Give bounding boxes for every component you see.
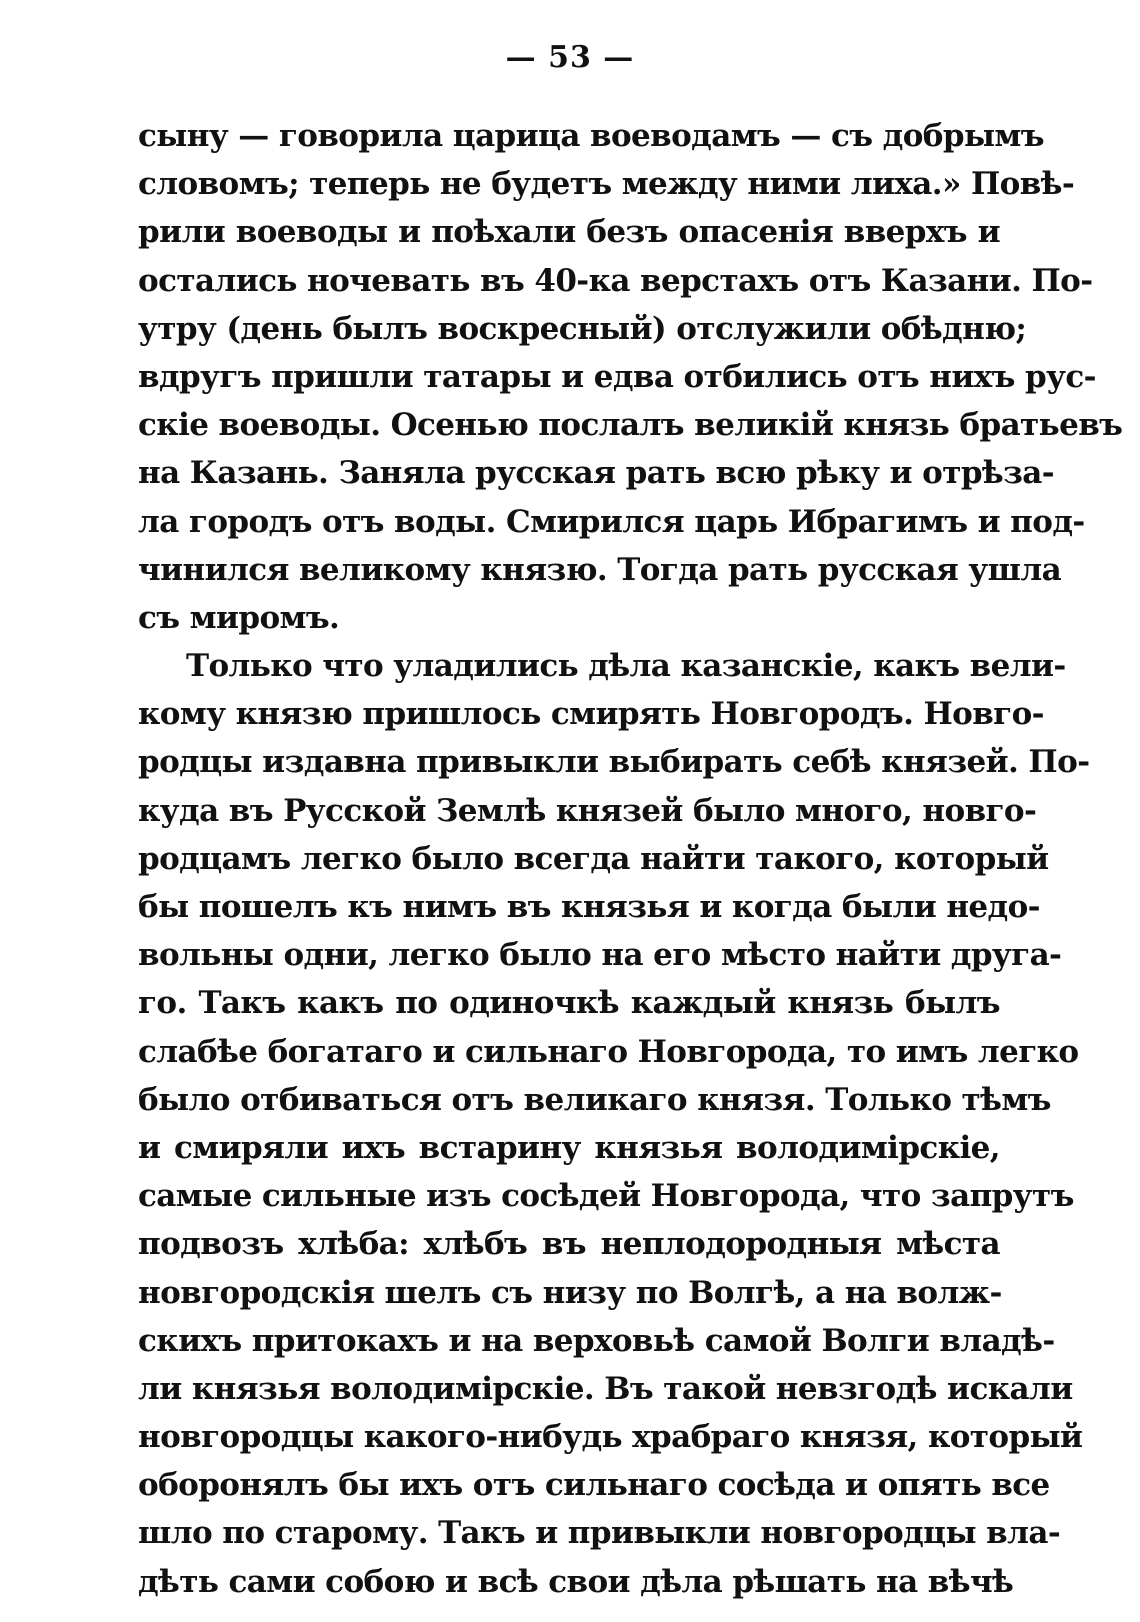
text-line: было отбиваться отъ великаго князя. Только тѣмъ: [138, 1081, 1051, 1118]
page-number: — 53 —: [505, 40, 635, 75]
text-line: родцы издавна привыкли выбирать себѣ князей. По-: [138, 744, 1090, 781]
text-line: вдругъ пришли татары и едва отбились отъ нихъ рус-: [138, 358, 1096, 395]
text-line: на Казань. Заняла русская рать всю рѣку и отрѣза-: [138, 455, 1055, 492]
text-line: чинился великому князю. Тогда рать русская ушла: [138, 551, 1062, 588]
text-line: шло по старому. Такъ и привыкли новгородцы вла-: [138, 1515, 1061, 1552]
text-line: сыну — говорила царица воеводамъ — съ добрымъ: [138, 118, 1044, 154]
text-line: родцамъ легко было всегда найти такого, который: [138, 840, 1049, 877]
text-line: кому князю пришлось смирять Новгородъ. Новго-: [138, 696, 1044, 733]
text-line: съ миромъ.: [138, 599, 340, 636]
text-line: рили воеводы и поѣхали безъ опасенія вверхъ и: [138, 214, 1000, 251]
text-line: слабѣе богатаго и сильнаго Новгорода, то имъ легко: [138, 1033, 1079, 1070]
text-line: новгородцы какого-нибудь храбраго князя, который: [138, 1419, 1083, 1456]
text-line: остались ночевать въ 40-ка верстахъ отъ Казани. По-: [138, 262, 1093, 299]
text-line: куда въ Русской Землѣ князей было много, новго-: [138, 792, 1037, 829]
text-line: словомъ; теперь не будетъ между ними лиха.» Повѣ-: [138, 166, 1075, 203]
text-line: ли князья володимірскіе. Въ такой невзгодѣ искали: [138, 1370, 1073, 1407]
text-line: дѣть сами собою и всѣ свои дѣла рѣшать на вѣчѣ: [138, 1563, 1014, 1600]
text-line: оборонялъ бы ихъ отъ сильнаго сосѣда и опять все: [138, 1467, 1050, 1504]
text-line: скихъ притокахъ и на верховьѣ самой Волги владѣ-: [138, 1322, 1055, 1359]
text-line: новгородскія шелъ съ низу по Волгѣ, а на волж-: [138, 1274, 1002, 1311]
text-line: утру (день былъ воскресный) отслужили обѣдню;: [138, 310, 1027, 347]
text-line: и смиряли ихъ встарину князья володимірскіе,: [138, 1129, 1000, 1166]
text-line: го. Такъ какъ по одиночкѣ каждый князь былъ: [138, 985, 1000, 1022]
text-line: самые сильные изъ сосѣдей Новгорода, что запрутъ: [138, 1178, 1074, 1215]
text-line: скіе воеводы. Осенью послалъ великій князь братьевъ: [138, 407, 1123, 444]
text-line: подвозъ хлѣба: хлѣбъ въ неплодородныя мѣста: [138, 1226, 1000, 1263]
text-line: ла городъ отъ воды. Смирился царь Ибрагимъ и под-: [138, 503, 1085, 540]
body-text: [138, 112, 1123, 1606]
text-line: вольны одни, легко было на его мѣсто найти друга-: [138, 937, 1062, 974]
text-line: бы пошелъ къ нимъ въ князья и когда были недо-: [138, 889, 1040, 925]
paragraph-start-line: Только что уладились дѣла казанскіе, какъ вели-: [186, 648, 1066, 685]
